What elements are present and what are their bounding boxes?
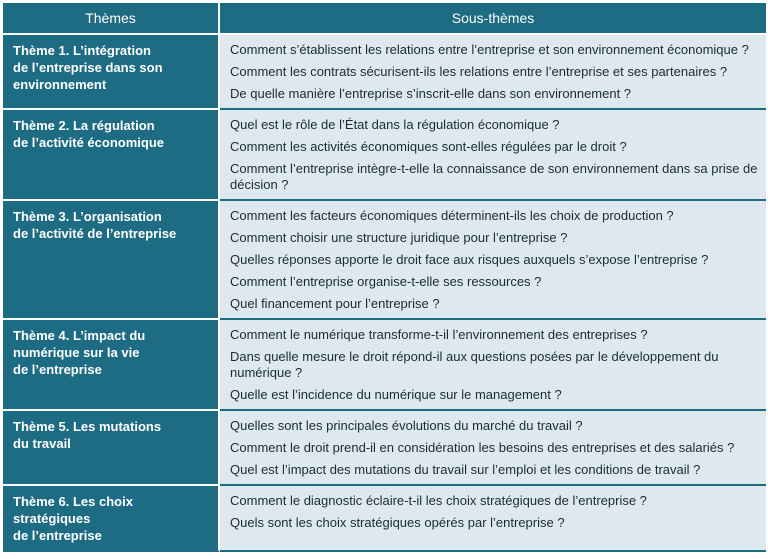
- theme-line: Thème 6. Les choix stratégiques: [13, 494, 133, 526]
- theme-line: Thème 3. L’organisation: [13, 209, 162, 224]
- subthemes-cell: [220, 110, 766, 201]
- theme-cell: [3, 320, 220, 411]
- subtheme-question: Quelles sont les principales évolutions du marché du travail ?: [230, 418, 583, 433]
- subtheme-question: Comment l’entreprise organise-t-elle ses ressources ?: [230, 274, 542, 289]
- theme-line: environnement: [13, 77, 107, 92]
- subthemes-cell: [220, 320, 766, 411]
- table-row: [3, 35, 766, 110]
- subtheme-question: Quelles réponses apporte le droit face aux risques auxquels s’expose l’entreprise ?: [230, 252, 709, 267]
- table-row: [3, 320, 766, 411]
- subtheme-question: Quelle est l’incidence du numérique sur le management ?: [230, 387, 562, 402]
- subtheme-question: Comment le droit prend-il en considération les besoins des entreprises et des salariés ?: [230, 440, 735, 455]
- theme-line: de l’activité économique: [13, 135, 164, 150]
- theme-cell: [3, 486, 220, 552]
- theme-cell: [3, 35, 220, 110]
- subtheme-question: Quel est l’impact des mutations du travail sur l’emploi et les conditions de travail ?: [230, 462, 701, 477]
- subtheme-question: Comment les contrats sécurisent-ils les relations entre l’entreprise et ses partenaires ?: [230, 64, 728, 79]
- table-row: [3, 411, 766, 486]
- subtheme-question: Comment les facteurs économiques déterminent-ils les choix de production ?: [230, 208, 674, 223]
- table-header-row: [3, 3, 766, 35]
- table-row: [3, 201, 766, 320]
- theme-line: du travail: [13, 436, 71, 451]
- theme-line: de l’entreprise: [13, 362, 102, 377]
- theme-line: Thème 1. L’intégration: [13, 43, 151, 58]
- theme-line: Thème 2. La régulation: [13, 118, 155, 133]
- table-row: [3, 486, 766, 552]
- subthemes-cell: [220, 201, 766, 320]
- subtheme-question: De quelle manière l’entreprise s’inscrit-elle dans son environnement ?: [230, 86, 632, 101]
- theme-line: de l’activité de l’entreprise: [13, 226, 177, 241]
- subtheme-question: Quel financement pour l’entreprise ?: [230, 296, 440, 311]
- subthemes-cell: [220, 411, 766, 486]
- table-row: [3, 110, 766, 201]
- theme-line: numérique sur la vie: [13, 345, 140, 360]
- subtheme-question: Comment choisir une structure juridique pour l’entreprise ?: [230, 230, 568, 245]
- subtheme-question: Comment l’entreprise intègre-t-elle la connaissance de son environnement dans sa prise de décision ?: [230, 161, 758, 192]
- subtheme-question: Comment les activités économiques sont-elles régulées par le droit ?: [230, 139, 627, 154]
- theme-line: Thème 4. L’impact du: [13, 328, 146, 343]
- themes-table: [3, 3, 766, 552]
- theme-line: de l’entreprise: [13, 528, 102, 543]
- theme-line: de l’entreprise dans son: [13, 60, 163, 75]
- theme-cell: [3, 201, 220, 320]
- subtheme-question: Quels sont les choix stratégiques opérés par l’entreprise ?: [230, 515, 565, 530]
- table-body: [3, 35, 766, 552]
- subtheme-question: Comment le diagnostic éclaire-t-il les choix stratégiques de l’entreprise ?: [230, 493, 647, 508]
- subtheme-question: Comment le numérique transforme-t-il l’environnement des entreprises ?: [230, 327, 648, 342]
- subthemes-cell: [220, 35, 766, 110]
- subthemes-cell: [220, 486, 766, 552]
- theme-cell: [3, 411, 220, 486]
- theme-cell: [3, 110, 220, 201]
- header-sous-themes: Sous-thèmes: [220, 3, 766, 35]
- theme-line: Thème 5. Les mutations: [13, 419, 162, 434]
- subtheme-question: Comment s’établissent les relations entre l’entreprise et son environnement économique ?: [230, 42, 749, 57]
- header-themes: Thèmes: [3, 3, 220, 35]
- subtheme-question: Quel est le rôle de l’État dans la régulation économique ?: [230, 117, 560, 132]
- subtheme-question: Dans quelle mesure le droit répond-il aux questions posées par le développement du numérique ?: [230, 349, 719, 380]
